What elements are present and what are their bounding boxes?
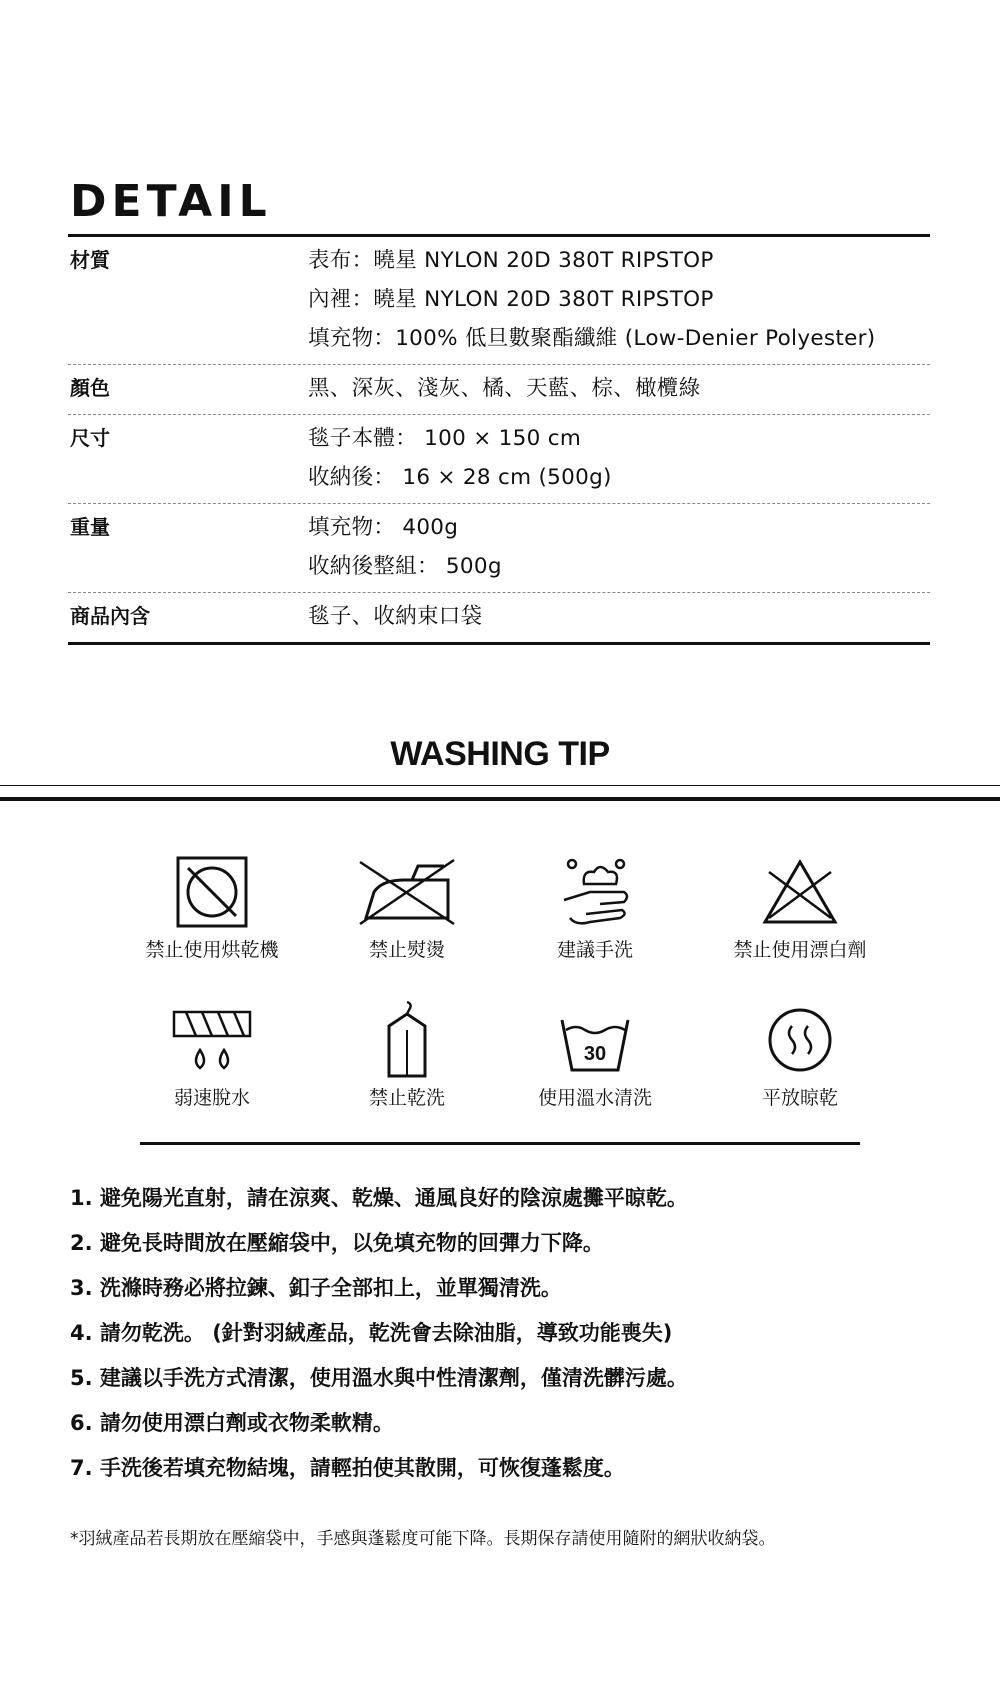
care-item: [495, 852, 695, 962]
spec-value: 填充物：100% 低旦數聚酯纖維 (Low-Denier Polyester): [308, 326, 876, 351]
no-bleach-icon: [755, 852, 845, 932]
washing-title: WASHING TIP: [390, 735, 610, 773]
divider: [0, 785, 1000, 786]
care-item: [700, 852, 900, 962]
list-item: 3. 洗滌時務必將拉鍊、釦子全部扣上，並單獨清洗。: [70, 1276, 562, 1300]
care-item: [112, 852, 312, 962]
list-item: 4. 請勿乾洗。 (針對羽絨產品，乾洗會去除油脂，導致功能喪失): [70, 1321, 673, 1345]
gentle-spin-icon: [162, 1000, 262, 1080]
detail-title: DETAIL: [70, 176, 272, 227]
no-iron-icon: [352, 852, 462, 932]
no-dry-clean-icon: [367, 1000, 447, 1080]
spec-value: 表布：曉星 NYLON 20D 380T RIPSTOP: [308, 248, 714, 273]
care-label: 禁止乾洗: [368, 1087, 445, 1109]
divider: [0, 797, 1000, 801]
care-label: 弱速脫水: [173, 1087, 250, 1109]
list-item: 1. 避免陽光直射，請在涼爽、乾燥、通風良好的陰涼處攤平晾乾。: [70, 1186, 688, 1210]
spec-row-material: [68, 237, 930, 365]
spec-value: 收納後整組： 500g: [308, 554, 502, 579]
list-item: 2. 避免長時間放在壓縮袋中，以免填充物的回彈力下降。: [70, 1231, 604, 1255]
care-item: [307, 852, 507, 962]
care-label: 平放晾乾: [761, 1087, 838, 1109]
wash-temperature: 30: [583, 1043, 607, 1065]
spec-row-contents: [68, 593, 930, 642]
care-label: 禁止使用漂白劑: [733, 939, 867, 961]
spec-row-color: [68, 365, 930, 415]
spec-row-weight: [68, 504, 930, 593]
care-label: 使用溫水清洗: [537, 1087, 652, 1109]
spec-value: 毯子本體： 100 × 150 cm: [308, 426, 582, 451]
list-item: 7. 手洗後若填充物結塊，請輕拍使其散開，可恢復蓬鬆度。: [70, 1456, 625, 1480]
list-item: 5. 建議以手洗方式清潔，使用溫水與中性清潔劑，僅清洗髒污處。: [70, 1366, 688, 1390]
hand-wash-icon: [550, 852, 640, 932]
spec-label: 顏色: [70, 376, 110, 400]
spec-value: 填充物： 400g: [308, 515, 459, 540]
care-tips-list: [70, 1185, 950, 1500]
spec-label: 商品內含: [70, 604, 150, 628]
care-item: [112, 1000, 312, 1110]
dry-flat-icon: [760, 1000, 840, 1080]
care-item: [495, 1000, 695, 1110]
care-label: 建議手洗: [556, 939, 633, 961]
spec-table: [68, 234, 930, 645]
warm-wash-30-icon: [550, 1000, 640, 1080]
care-label: 禁止熨燙: [368, 939, 445, 961]
spec-label: 尺寸: [70, 426, 110, 450]
footnote: *羽絨產品若長期放在壓縮袋中，手感與蓬鬆度可能下降。長期保存請使用隨附的網狀收納袋。: [70, 1529, 776, 1549]
spec-label: 材質: [70, 248, 110, 272]
list-item: 6. 請勿使用漂白劑或衣物柔軟精。: [70, 1411, 394, 1435]
care-item: [700, 1000, 900, 1110]
care-label: 禁止使用烘乾機: [145, 939, 279, 961]
no-tumble-dry-icon: [172, 852, 252, 932]
divider: [140, 1142, 860, 1145]
spec-value: 毯子、收納束口袋: [308, 604, 483, 629]
spec-value: 內裡：曉星 NYLON 20D 380T RIPSTOP: [308, 287, 714, 312]
spec-value: 黑、深灰、淺灰、橘、天藍、棕、橄欖綠: [308, 376, 701, 401]
spec-row-size: [68, 415, 930, 504]
care-item: [307, 1000, 507, 1110]
spec-value: 收納後： 16 × 28 cm (500g): [308, 465, 612, 490]
spec-label: 重量: [70, 515, 110, 539]
